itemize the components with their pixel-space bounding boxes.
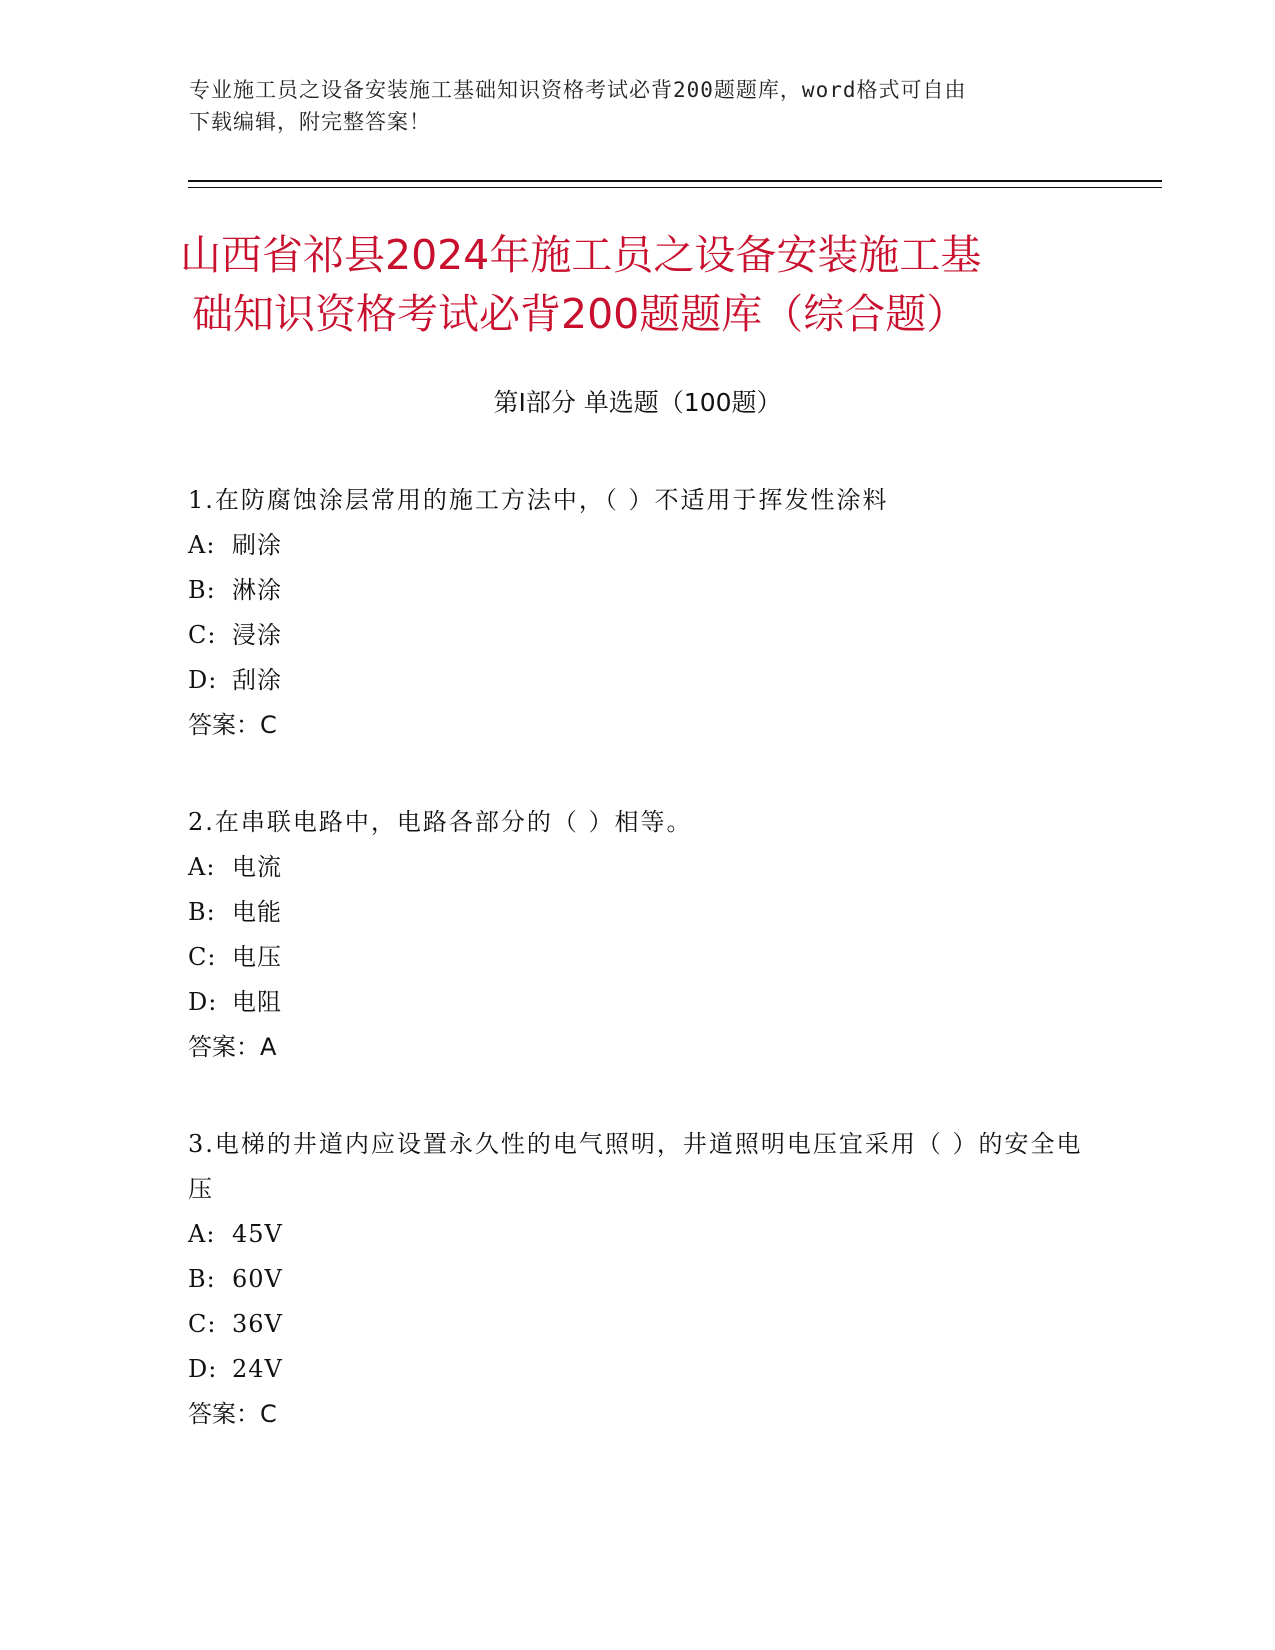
question-stem: 2.在串联电路中，电路各部分的（ ）相等。: [188, 808, 693, 836]
option-c: [188, 935, 1088, 980]
option-text: 24V: [232, 1355, 283, 1383]
header-divider-thick: [188, 180, 1162, 182]
option-b: [188, 1257, 1088, 1302]
option-text: 电流: [232, 853, 282, 881]
question-item: [188, 1122, 1088, 1437]
option-text: 电压: [232, 943, 282, 971]
option-a: [188, 523, 1088, 568]
document-title-line2: 础知识资格考试必背200题题库（综合题）: [192, 290, 968, 338]
document-title: [180, 226, 1100, 344]
question-stem: 3.电梯的井道内应设置永久性的电气照明，井道照明电压宜采用（ ）的安全电压: [188, 1130, 1083, 1203]
header-note: [189, 74, 1089, 138]
answer-line: 答案：A: [188, 1033, 277, 1061]
question-list: [188, 478, 1088, 1489]
option-c: [188, 613, 1088, 658]
option-b: [188, 568, 1088, 613]
question-stem: 1.在防腐蚀涂层常用的施工方法中，（ ）不适用于挥发性涂料: [188, 486, 889, 514]
option-key: C:: [188, 943, 217, 971]
option-b: [188, 890, 1088, 935]
option-c: [188, 1302, 1088, 1347]
option-d: [188, 658, 1088, 703]
option-key: D:: [188, 666, 218, 694]
answer-line: 答案：C: [188, 1400, 277, 1428]
option-text: 60V: [232, 1265, 283, 1293]
header-divider-thin: [188, 187, 1162, 188]
option-text: 电能: [232, 898, 282, 926]
question-item: [188, 478, 1088, 748]
option-a: [188, 845, 1088, 890]
option-key: C:: [188, 621, 217, 649]
option-key: A:: [188, 531, 216, 559]
document-title-line1: 山西省祁县2024年施工员之设备安装施工基: [180, 231, 982, 279]
option-key: D:: [188, 988, 218, 1016]
option-key: B:: [188, 1265, 216, 1293]
option-key: D:: [188, 1355, 218, 1383]
option-d: [188, 1347, 1088, 1392]
option-key: A:: [188, 853, 216, 881]
option-text: 36V: [232, 1310, 283, 1338]
option-key: A:: [188, 1220, 216, 1248]
option-text: 刮涂: [232, 666, 282, 694]
option-key: B:: [188, 576, 216, 604]
option-text: 浸涂: [232, 621, 282, 649]
option-text: 刷涂: [232, 531, 282, 559]
question-item: [188, 800, 1088, 1070]
answer-line: 答案：C: [188, 711, 277, 739]
header-note-line1: 专业施工员之设备安装施工基础知识资格考试必背200题题库，word格式可自由: [189, 78, 967, 102]
option-d: [188, 980, 1088, 1025]
header-note-line2: 下载编辑，附完整答案！: [189, 110, 431, 134]
option-text: 电阻: [232, 988, 282, 1016]
option-text: 淋涂: [232, 576, 282, 604]
section-heading: 第Ⅰ部分 单选题（100题）: [493, 388, 782, 417]
option-text: 45V: [232, 1220, 283, 1248]
option-key: C:: [188, 1310, 217, 1338]
option-a: [188, 1212, 1088, 1257]
option-key: B:: [188, 898, 216, 926]
